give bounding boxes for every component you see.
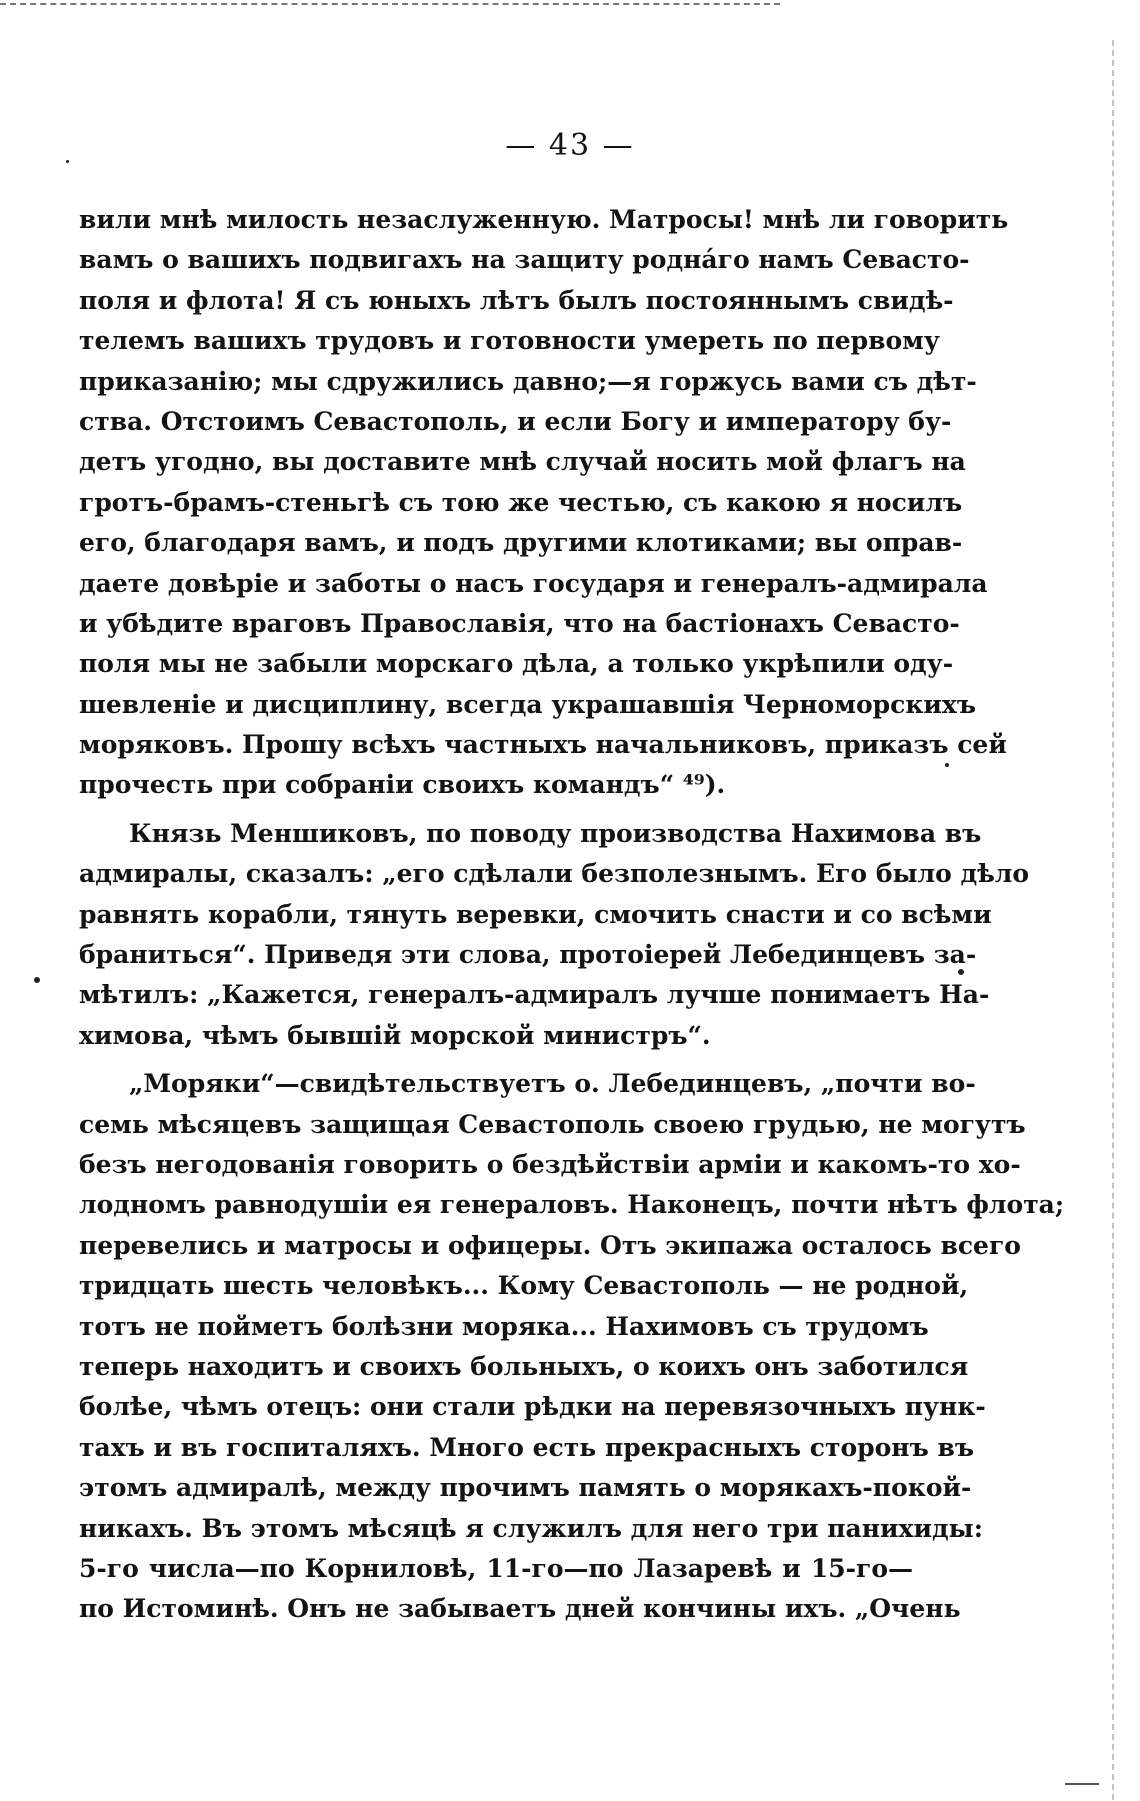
- text-line: этомъ адмиралѣ, между прочимъ память о морякахъ-покой-: [79, 1473, 972, 1503]
- text-line: теперь находитъ и своихъ больныхъ, о коихъ онъ заботился: [79, 1351, 969, 1381]
- text-line: приказанію; мы сдружились давно;—я горжусь вами съ дѣт-: [79, 366, 977, 396]
- bottom-edge-mark: [1065, 1783, 1099, 1785]
- right-edge-rule: [1112, 40, 1114, 1800]
- text-line: гротъ-брамъ-стеньгѣ съ тою же честью, съ какою я носилъ: [79, 487, 963, 517]
- text-line: никахъ. Въ этомъ мѣсяцѣ я служилъ для него три панихиды:: [79, 1513, 983, 1543]
- text-line: прочесть при собраніи своихъ командъ“ ⁴⁹).: [79, 770, 726, 800]
- text-line: детъ угодно, вы доставите мнѣ случай носить мой флагъ на: [79, 447, 966, 477]
- text-line: его, благодаря вамъ, и подъ другими клотиками; вы оправ-: [79, 528, 963, 558]
- text-line: тахъ и въ госпиталяхъ. Много есть прекрасныхъ сторонъ въ: [79, 1432, 974, 1462]
- scan-speck: [34, 977, 40, 983]
- scan-speck: [945, 763, 949, 767]
- paragraph: [79, 200, 1009, 806]
- text-line: 5-го числа—по Корниловѣ, 11-го—по Лазаревѣ и 15-го—: [79, 1553, 913, 1583]
- text-line: адмиралы, сказалъ: „его сдѣлали безполезнымъ. Его было дѣло: [79, 859, 1030, 889]
- scan-speck: [958, 969, 964, 975]
- text-line: безъ негодованія говорить о бездѣйствіи арміи и какомъ-то хо-: [79, 1149, 1021, 1179]
- text-line: вамъ о вашихъ подвигахъ на защиту роднáго намъ Севасто-: [79, 245, 970, 275]
- paragraph: [79, 1064, 1065, 1629]
- text-line: болѣе, чѣмъ отецъ: они стали рѣдки на перевязочныхъ пунк-: [79, 1392, 986, 1422]
- text-line: перевелись и матросы и офицеры. Отъ экипажа осталось всего: [79, 1230, 1021, 1260]
- text-line: семь мѣсяцевъ защищая Севастополь своею грудью, не могутъ: [79, 1109, 1026, 1139]
- text-line: „Моряки“—свидѣтельствуетъ о. Лебединцевъ, „почти во-: [129, 1069, 976, 1099]
- text-line: шевленіе и дисциплину, всегда украшавшія Черноморскихъ: [79, 689, 976, 719]
- text-line: тотъ не пойметъ болѣзни моряка... Нахимовъ съ трудомъ: [79, 1311, 929, 1341]
- top-edge-rule: [0, 3, 780, 5]
- body-text: [79, 200, 1065, 1630]
- text-line: даете довѣріе и заботы о насъ государя и генералъ-адмирала: [79, 568, 988, 598]
- text-line: вили мнѣ милость незаслуженную. Матросы! мнѣ ли говорить: [79, 205, 1009, 234]
- text-line: и убѣдите враговъ Православія, что на бастіонахъ Севасто-: [79, 608, 960, 638]
- text-line: телемъ вашихъ трудовъ и готовности умереть по первому: [79, 326, 940, 356]
- text-line: поля и флота! Я съ юныхъ лѣтъ былъ постояннымъ свидѣ-: [79, 285, 954, 315]
- text-line: равнять корабли, тянуть веревки, смочить снасти и со всѣми: [79, 899, 992, 929]
- text-line: по Истоминѣ. Онъ не забываетъ дней кончины ихъ. „Очень: [79, 1594, 961, 1624]
- text-line: мѣтилъ: „Кажется, генералъ-адмиралъ лучше понимаетъ На-: [79, 980, 990, 1010]
- text-line: ства. Отстоимъ Севастополь, и если Богу и императору бу-: [79, 406, 952, 436]
- paragraph: [79, 814, 1030, 1056]
- text-line: моряковъ. Прошу всѣхъ частныхъ начальниковъ, приказъ сей: [79, 730, 1007, 760]
- page-number: — 43 —: [505, 128, 635, 163]
- text-line: тридцать шесть человѣкъ... Кому Севастополь — не родной,: [79, 1271, 969, 1301]
- text-line: лодномъ равнодушіи ея генераловъ. Наконецъ, почти нѣтъ флота;: [79, 1190, 1065, 1220]
- text-line: браниться“. Приведя эти слова, протоіерей Лебединцевъ за-: [79, 940, 977, 970]
- text-line: Князь Меншиковъ, по поводу производства Нахимова въ: [129, 818, 982, 848]
- text-line: поля мы не забыли морскаго дѣла, а только укрѣпили оду-: [79, 649, 954, 679]
- text-line: химова, чѣмъ бывшій морской министръ“.: [79, 1020, 711, 1050]
